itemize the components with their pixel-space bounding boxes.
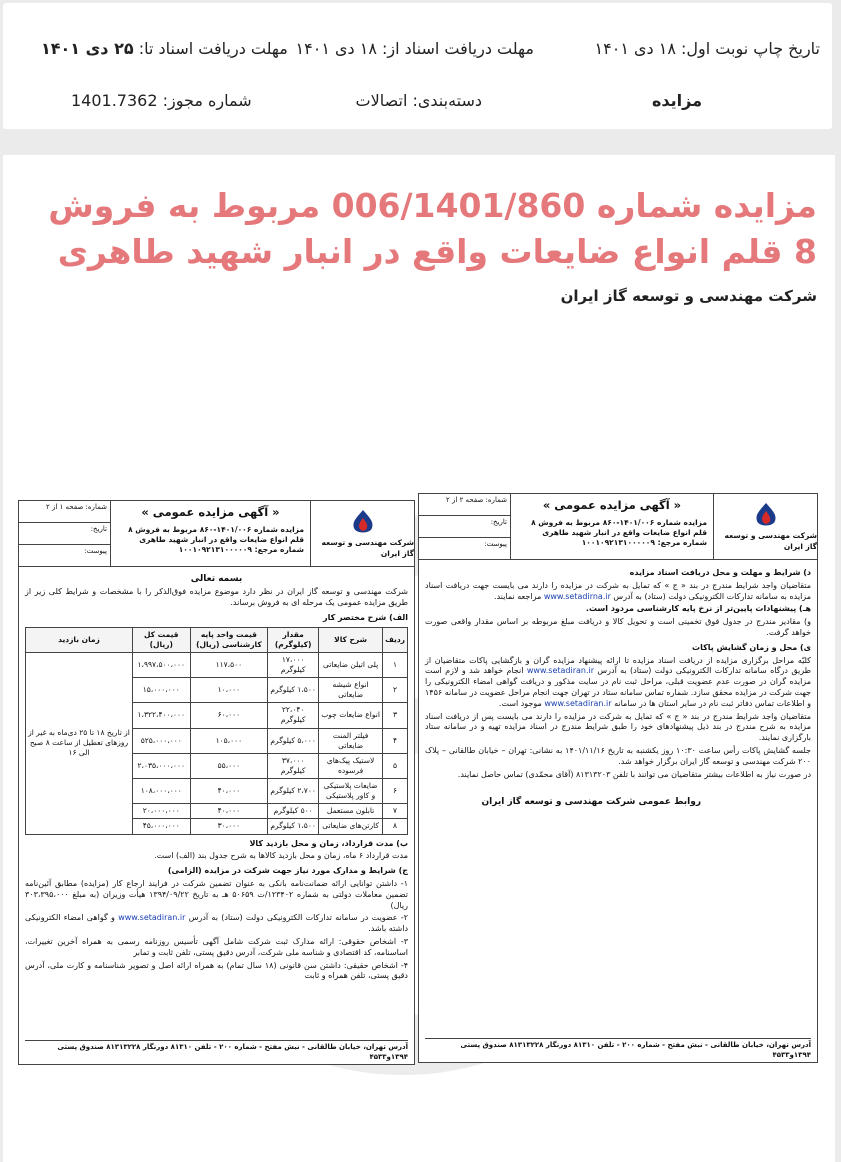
section-d-text-a: متقاضیان واجد شرایط مندرج در بند « ج » که تمایل به شرکت در مزایده را دارند می بایست جهت دریافت اسناد مزایده به سامانه تدارکات الکترونیکی دولت (ستاد) به آدرس [425, 580, 811, 601]
cell: ۱،۵۰۰ کیلوگرم [268, 678, 319, 703]
cell: ۱۰۸،۰۰۰،۰۰۰ [132, 779, 190, 804]
section-he: هـ) پیشنهادات پایین‌تر از نرخ پایه کارشناسی مردود است. [585, 604, 811, 614]
section-y-text-4: در صورت نیاز به اطلاعات بیشتر متقاضیان می توانند با تلفن ۸۱۳۱۳۲۰۳ (آقای محمّدی) تماس حاصل نمایند. [457, 769, 811, 779]
items-table [25, 627, 408, 835]
cell: ۲،۷۰۰ کیلوگرم [268, 779, 319, 804]
cell: ۱،۵۰۰ کیلوگرم [268, 819, 319, 834]
y1-a: کلیّه مراحل برگزاری مزایده از دریافت اسناد مزایده تا ارائه پیشنهاد مزایده گران و بازگشایی پاکات متقاضیان از طریق درگاه سامانه تدارکات الکترونیکی دولت (ستاد) به آدرس [425, 655, 812, 676]
cell: تابلون مستعمل [319, 804, 383, 819]
notice-page-2 [418, 493, 818, 1063]
cell: ۴۵،۰۰۰،۰۰۰ [132, 819, 190, 834]
cell: ۱۱۷،۵۰۰ [190, 652, 268, 677]
signature: روابط عمومی شرکت مهندسی و توسعه گاز ایران [481, 797, 701, 808]
notice-footer: آدرس تهران، خیابان طالقانی - نبش مفتح - شماره ۲۰۰ - تلفن ۸۱۳۱۰ دورنگار ۸۱۳۱۳۲۲۸ صندوق پستی ۱۳۹۴و۴۵۳۳ [25, 1040, 408, 1062]
y1-b: انجام خواهد شد و لازم است مزایده گران در صورت عدم عضویت قبلی، مراحل ثبت نام در سایت مذکور و دریافت گواهی امضاء الکترونیکی را جهت شرکت در مزایده محقق سازد. شماره تماس سامانه ستاد در تهران جهت انجام مراحل عضویت در سامانه ۱۴۵۶ و اطلاعات تماس دفاتر ثبت نام در سایر استان ها در سامانه [425, 666, 811, 708]
setadiran-link[interactable]: www.setadiran.ir [526, 666, 595, 676]
cell: ۱،۳۲۲،۴۰۰،۰۰۰ [132, 703, 190, 728]
condition-3: ۳- اشخاص حقوقی: ارائه مدارک ثبت شرکت شامل آگهی تأسیس روزنامه رسمی به همراه آخرین تغییرات، اساسنامه، کد اقتصادی و شناسه ملی شرکت، آدرس دقیق پستی، تلفن ثابت و تمابر [25, 936, 408, 957]
section-c-heading: ج) شرایط و مدارک مورد نیاز جهت شرکت در مزایده (الزامی) [167, 866, 408, 876]
receive-to-date [41, 39, 288, 58]
cell: ۱۰۵،۰۰۰ [190, 728, 268, 753]
tender-category: دسته‌بندی: اتصالات [355, 91, 482, 110]
notice-ref: شماره مرجع: ۱۰۰۱۰۹۲۱۳۱۰۰۰۰۰۹ [178, 544, 304, 554]
col-total-price: قیمت کل (ریال) [132, 627, 190, 652]
cell: ۶ [383, 779, 408, 804]
cell: انواع شیشه ضایعاتی [319, 678, 383, 703]
cell: ۲ [383, 678, 408, 703]
notice-footer: آدرس تهران، خیابان طالقانی - نبش مفتح - شماره ۲۰۰ - تلفن ۸۱۳۱۰ دورنگار ۸۱۳۱۳۲۲۸ صندوق پستی ۱۳۹۴و۴۵۳۳ [425, 1038, 811, 1060]
cell: فیلتر المنت ضایعاتی [319, 728, 383, 753]
cell: ۱ [383, 652, 408, 677]
cell: پلی اتیلن ضایعاتی [319, 652, 383, 677]
cell: ۲،۰۳۵،۰۰۰،۰۰۰ [132, 753, 190, 778]
visit-time-cell: از تاریخ ۱۸ تا ۲۵ دی‌ماه به غیر از روزهای تعطیل از ساعت ۸ صبح الی ۱۶ [26, 652, 133, 834]
cell: ۵۰۰ کیلوگرم [268, 804, 319, 819]
section-a-heading: الف) شرح مختصر کار [323, 612, 408, 622]
cell: انواع ضایعات چوب [319, 703, 383, 728]
section-y-text-1 [425, 656, 811, 710]
cell: ۷ [383, 804, 408, 819]
section-d-heading: د) شرایط و مهلت و محل دریافت اسناد مزایده [629, 568, 811, 577]
table-row [26, 652, 408, 677]
condition-4: ۴- اشخاص حقیقی: داشتن سن قانونی (۱۸ سال تمام) به همراه ارائه اصل و تصویر شناسنامه و کارت ملی، آدرس دقیق پستی، تلفن همراه و ثابت [25, 960, 408, 981]
cell: ۴۰،۰۰۰ [190, 804, 268, 819]
nigc-flame-logo-icon [346, 508, 380, 538]
col-description: شرح کالا [319, 627, 383, 652]
cell: ۱۰،۰۰۰ [190, 678, 268, 703]
cell: ۵۵،۰۰۰ [190, 753, 268, 778]
notice-ref: شماره مرجع: ۱۰۰۱۰۹۲۱۳۱۰۰۰۰۰۹ [581, 537, 707, 547]
logo-caption: شرکت مهندسی و توسعه گاز ایران [321, 538, 414, 558]
cell: ۸ [383, 819, 408, 834]
cell: ۵ [383, 753, 408, 778]
section-vav: و) مقادیر مندرج در جدول فوق تخمینی است و تحویل کالا و دریافت مبلغ مربوطه بر اساس مقدار واقعی صورت خواهد گرفت. [425, 617, 811, 637]
cell: ۴ [383, 728, 408, 753]
cell: ۳ [383, 703, 408, 728]
cell: ۴۰،۰۰۰ [190, 779, 268, 804]
date-field: تاریخ: [419, 516, 510, 538]
cell: ۳۷،۰۰۰ کیلوگرم [268, 753, 319, 778]
tender-title: مزایده شماره 006/1401/860 مربوط به فروش 8 قلم انواع ضایعات واقع در انبار شهید طاهری [48, 186, 817, 271]
company-logo [310, 501, 414, 566]
setadiran-link-2[interactable]: www.setadiran.ir [544, 698, 612, 708]
intro-text: شرکت مهندسی و توسعه گاز ایران در نظر دارد موضوع مزایده فوق‌الذکر را با مشخصات و شرایط کلی زیر از طریق مزایده عمومی یک مرحله ای به فروش برساند. [25, 587, 408, 607]
license-value: 1401.7362 [71, 91, 158, 110]
page-number: شماره: صفحه ۲ از ۲ [419, 494, 510, 516]
cell: ۱،۹۹۷،۵۰۰،۰۰۰ [132, 652, 190, 677]
receive-to-label: مهلت دریافت اسناد تا: [138, 39, 288, 58]
nigc-flame-logo-icon [749, 501, 783, 531]
col-visit-time: زمان بازدید [26, 627, 133, 652]
condition-2 [25, 913, 408, 935]
section-d-text-b: مراجعه نمایند. [494, 591, 542, 601]
section-b-heading: ب) مدت قرارداد، زمان و محل بازدید کالا [249, 838, 408, 848]
cell: ۲۰،۰۰۰،۰۰۰ [132, 804, 190, 819]
condition-2-b: و گواهی امضاء الکترونیکی داشته باشد. [25, 913, 408, 934]
cell: ضایعات پلاستیکی و کاور پلاستیکی [319, 779, 383, 804]
receive-from-date: مهلت دریافت اسناد از: ۱۸ دی ۱۴۰۱ [295, 39, 534, 58]
section-y-text-3: جلسه گشایش پاکات رأس ساعت ۱۰:۳۰ روز یکشنبه به تاریخ ۱۴۰۱/۱۱/۱۶ به نشانی: تهران – خیابان طالقانی – پلاک ۲۰۰ شرکت مهندسی و توسعه گاز ایران برگزار خواهد شد. [425, 745, 811, 766]
section-y-heading: ی) محل و زمان گشایش پاکات [692, 642, 811, 652]
notice-page-1 [18, 500, 415, 1065]
cell: ۲۲،۰۴۰ کیلوگرم [268, 703, 319, 728]
cell: لاستیک پیک‌های فرسوده [319, 753, 383, 778]
notice-heading: « آگهی مزایده عمومی » [542, 498, 682, 512]
section-b-text: مدت قرارداد ۶ ماه، زمان و محل بازدید کالاها به شرح جدول بند (الف) است. [154, 851, 408, 861]
tender-type: مزایده [651, 91, 702, 110]
col-row: ردیف [383, 627, 408, 652]
attach-field: پیوست: [484, 540, 507, 548]
notice-subtitle: مزایده شماره ۱۴۰۱/۰۰۶-۸۶۰ مربوط به فروش ۸ قلم انواع ضایعات واقع در انبار شهید طاهری [531, 517, 707, 537]
license-label: شماره مجوز: [162, 91, 252, 110]
tender-card [3, 155, 835, 1162]
print-date: تاریخ چاپ نوبت اول: ۱۸ دی ۱۴۰۱ [594, 39, 820, 58]
condition-2-a: ۲- عضویت در سامانه تدارکات الکترونیکی دولت (ستاد) به آدرس [188, 913, 409, 923]
y1-c: موجود است. [498, 698, 542, 708]
cell: ۱۵،۰۰۰،۰۰۰ [132, 678, 190, 703]
tender-info-box [3, 3, 832, 129]
condition-1: ۱- داشتن توانایی ارائه ضمانت‌نامه بانکی به عنوان تضمین شرکت در فرایند ارجاع کار (مزایده) مطابق آئین‌نامه تضمین معاملات دولتی به شماره ۱۲۳۴۰۲/ت ۵۰۶۵۹ هـ به تاریخ ۱۳۹۴/۰۹/۲۲ هیأت وزیران (به مبلغ ۳۰۳،۳۹۵،۰۰۰ ریال) [25, 878, 408, 910]
notice-heading: « آگهی مزایده عمومی » [141, 505, 280, 519]
notice-subtitle: مزایده شماره ۱۴۰۱/۰۰۶-۸۶۰ مربوط به فروش ۸ قلم انواع ضایعات واقع در انبار شهید طاهری [128, 524, 304, 544]
attach-field: پیوست: [84, 547, 107, 555]
date-field: تاریخ: [19, 523, 110, 545]
setadirna-link[interactable]: www.setadirna.ir [543, 591, 611, 601]
cell: ۳۰،۰۰۰ [190, 819, 268, 834]
license-number [71, 91, 252, 110]
cell: ۵۲۵،۰۰۰،۰۰۰ [132, 728, 190, 753]
page-number: شماره: صفحه ۱ از ۲ [19, 501, 110, 523]
col-unit-price: قیمت واحد پایه کارشناسی (ریال) [190, 627, 268, 652]
logo-caption: شرکت مهندسی و توسعه گاز ایران [724, 531, 817, 551]
cell: ۵،۰۰۰ کیلوگرم [268, 728, 319, 753]
col-quantity: مقدار (کیلوگرم) [268, 627, 319, 652]
section-d-text [425, 581, 811, 603]
bismillah: بسمه تعالی [190, 574, 243, 584]
cell: ۱۷،۰۰۰ کیلوگرم [268, 652, 319, 677]
organization-name: شرکت مهندسی و توسعه گاز ایران [560, 287, 817, 305]
cell: کارتن‌های ضایعاتی [319, 819, 383, 834]
setadiran-link[interactable]: www.setadiran.ir [118, 913, 186, 923]
cell: ۶۰،۰۰۰ [190, 703, 268, 728]
receive-to-value: ۲۵ دی ۱۴۰۱ [41, 39, 134, 58]
company-logo [713, 494, 817, 559]
section-y-text-2: متقاضیان واجد شرایط مندرج در بند « ج » که تمایل به شرکت در مزایده را دارند می بایست پس از دریافت اسناد مزایده به شرح مندرج در بند ذیل پیشنهادهای خود را طبق شرایط مندرج در اسناد مزایده تهیه و در سامانه ستاد بارگزاری نمایند. [425, 711, 811, 743]
